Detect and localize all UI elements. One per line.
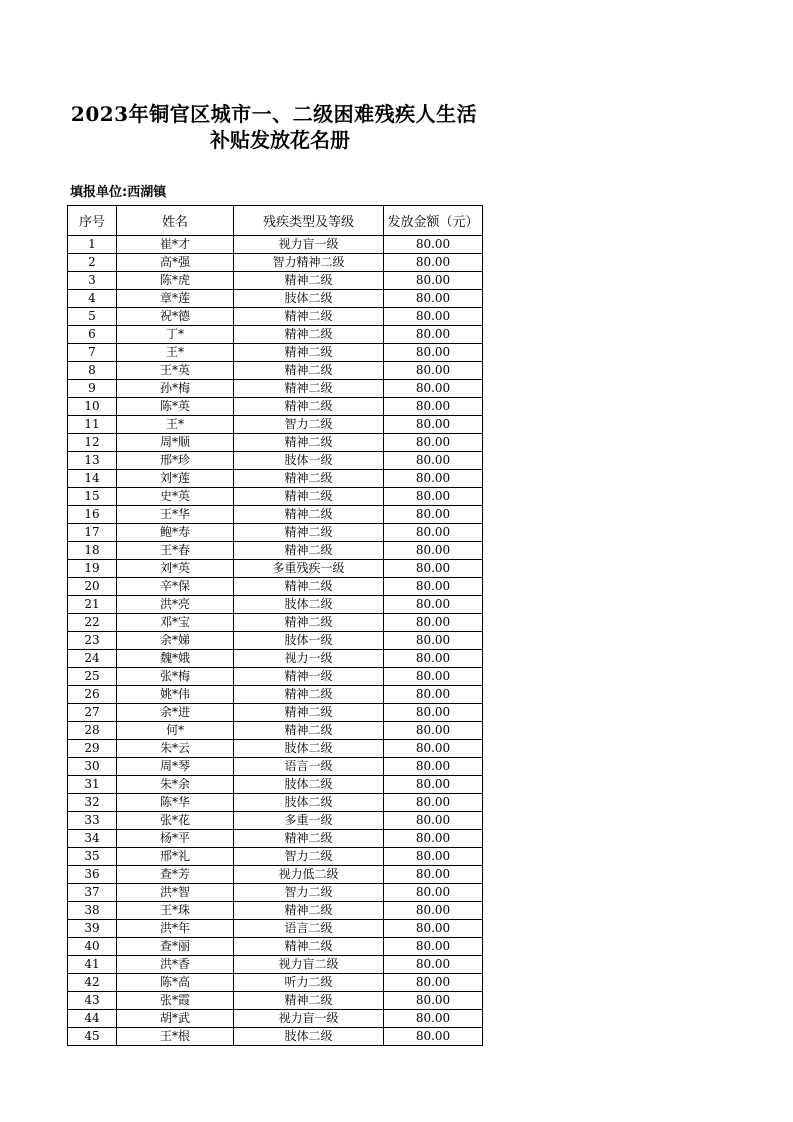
cell-disability-type: 精神二级 bbox=[234, 686, 384, 704]
cell-name: 姚*伟 bbox=[117, 686, 234, 704]
cell-amount: 80.00 bbox=[384, 902, 483, 920]
cell-name: 朱*余 bbox=[117, 776, 234, 794]
table-row bbox=[68, 704, 483, 722]
table-row bbox=[68, 956, 483, 974]
cell-name: 辛*保 bbox=[117, 578, 234, 596]
table-row bbox=[68, 938, 483, 956]
cell-name: 王*华 bbox=[117, 506, 234, 524]
table-row bbox=[68, 470, 483, 488]
table-row bbox=[68, 254, 483, 272]
cell-name: 查*芳 bbox=[117, 866, 234, 884]
cell-index: 35 bbox=[68, 848, 117, 866]
cell-index: 6 bbox=[68, 326, 117, 344]
cell-name: 周*顺 bbox=[117, 434, 234, 452]
cell-disability-type: 肢体二级 bbox=[234, 1028, 384, 1046]
cell-disability-type: 肢体二级 bbox=[234, 794, 384, 812]
header-disability-type: 残疾类型及等级 bbox=[234, 206, 384, 236]
cell-index: 15 bbox=[68, 488, 117, 506]
cell-index: 22 bbox=[68, 614, 117, 632]
cell-name: 洪*智 bbox=[117, 884, 234, 902]
cell-disability-type: 听力二级 bbox=[234, 974, 384, 992]
cell-amount: 80.00 bbox=[384, 614, 483, 632]
cell-index: 8 bbox=[68, 362, 117, 380]
cell-index: 25 bbox=[68, 668, 117, 686]
cell-name: 邢*珍 bbox=[117, 452, 234, 470]
cell-index: 20 bbox=[68, 578, 117, 596]
cell-disability-type: 精神二级 bbox=[234, 542, 384, 560]
cell-index: 44 bbox=[68, 1010, 117, 1028]
table-row bbox=[68, 542, 483, 560]
table-row bbox=[68, 344, 483, 362]
table-row bbox=[68, 362, 483, 380]
cell-name: 余*进 bbox=[117, 704, 234, 722]
cell-name: 崔*才 bbox=[117, 236, 234, 254]
cell-disability-type: 多重一级 bbox=[234, 812, 384, 830]
table-row bbox=[68, 1028, 483, 1046]
cell-disability-type: 精神二级 bbox=[234, 524, 384, 542]
cell-amount: 80.00 bbox=[384, 974, 483, 992]
cell-amount: 80.00 bbox=[384, 416, 483, 434]
cell-index: 21 bbox=[68, 596, 117, 614]
table-row bbox=[68, 1010, 483, 1028]
cell-disability-type: 精神二级 bbox=[234, 938, 384, 956]
cell-amount: 80.00 bbox=[384, 470, 483, 488]
cell-disability-type: 精神二级 bbox=[234, 380, 384, 398]
cell-index: 7 bbox=[68, 344, 117, 362]
table-row bbox=[68, 992, 483, 1010]
cell-amount: 80.00 bbox=[384, 272, 483, 290]
cell-name: 王*英 bbox=[117, 362, 234, 380]
cell-amount: 80.00 bbox=[384, 560, 483, 578]
cell-amount: 80.00 bbox=[384, 884, 483, 902]
cell-disability-type: 智力二级 bbox=[234, 848, 384, 866]
cell-disability-type: 视力盲一级 bbox=[234, 236, 384, 254]
cell-name: 周*琴 bbox=[117, 758, 234, 776]
table-header-row bbox=[68, 206, 483, 236]
cell-amount: 80.00 bbox=[384, 362, 483, 380]
table-row bbox=[68, 290, 483, 308]
cell-disability-type: 精神二级 bbox=[234, 506, 384, 524]
cell-index: 19 bbox=[68, 560, 117, 578]
table-row bbox=[68, 740, 483, 758]
cell-name: 史*英 bbox=[117, 488, 234, 506]
table-row bbox=[68, 272, 483, 290]
cell-disability-type: 肢体一级 bbox=[234, 632, 384, 650]
table-row bbox=[68, 776, 483, 794]
cell-amount: 80.00 bbox=[384, 848, 483, 866]
cell-name: 王*珠 bbox=[117, 902, 234, 920]
cell-amount: 80.00 bbox=[384, 380, 483, 398]
cell-disability-type: 视力低二级 bbox=[234, 866, 384, 884]
cell-index: 32 bbox=[68, 794, 117, 812]
cell-amount: 80.00 bbox=[384, 578, 483, 596]
reporting-unit-label: 填报单位:西湖镇 bbox=[70, 185, 167, 200]
cell-index: 1 bbox=[68, 236, 117, 254]
cell-disability-type: 肢体一级 bbox=[234, 452, 384, 470]
cell-amount: 80.00 bbox=[384, 992, 483, 1010]
table-row bbox=[68, 326, 483, 344]
cell-amount: 80.00 bbox=[384, 776, 483, 794]
header-index: 序号 bbox=[68, 206, 117, 236]
cell-disability-type: 精神二级 bbox=[234, 902, 384, 920]
cell-index: 36 bbox=[68, 866, 117, 884]
table-row bbox=[68, 974, 483, 992]
cell-name: 杨*平 bbox=[117, 830, 234, 848]
cell-name: 丁* bbox=[117, 326, 234, 344]
cell-name: 胡*武 bbox=[117, 1010, 234, 1028]
cell-amount: 80.00 bbox=[384, 344, 483, 362]
cell-index: 24 bbox=[68, 650, 117, 668]
table-row bbox=[68, 560, 483, 578]
cell-disability-type: 视力盲一级 bbox=[234, 1010, 384, 1028]
cell-disability-type: 精神二级 bbox=[234, 362, 384, 380]
cell-disability-type: 肢体二级 bbox=[234, 776, 384, 794]
header-name: 姓名 bbox=[117, 206, 234, 236]
cell-index: 45 bbox=[68, 1028, 117, 1046]
cell-name: 朱*云 bbox=[117, 740, 234, 758]
cell-index: 2 bbox=[68, 254, 117, 272]
cell-name: 陈*虎 bbox=[117, 272, 234, 290]
cell-disability-type: 视力一级 bbox=[234, 650, 384, 668]
table-row bbox=[68, 452, 483, 470]
table-row bbox=[68, 722, 483, 740]
table-row bbox=[68, 686, 483, 704]
cell-index: 29 bbox=[68, 740, 117, 758]
cell-name: 张*花 bbox=[117, 812, 234, 830]
cell-amount: 80.00 bbox=[384, 812, 483, 830]
page-subtitle: 补贴发放花名册 bbox=[210, 128, 350, 152]
cell-name: 邢*礼 bbox=[117, 848, 234, 866]
cell-index: 9 bbox=[68, 380, 117, 398]
cell-disability-type: 精神二级 bbox=[234, 272, 384, 290]
cell-index: 14 bbox=[68, 470, 117, 488]
cell-index: 12 bbox=[68, 434, 117, 452]
table-row bbox=[68, 830, 483, 848]
table-row bbox=[68, 848, 483, 866]
table-row bbox=[68, 524, 483, 542]
cell-disability-type: 精神二级 bbox=[234, 722, 384, 740]
cell-amount: 80.00 bbox=[384, 794, 483, 812]
cell-amount: 80.00 bbox=[384, 506, 483, 524]
cell-amount: 80.00 bbox=[384, 236, 483, 254]
table-row bbox=[68, 236, 483, 254]
cell-disability-type: 精神二级 bbox=[234, 614, 384, 632]
cell-index: 3 bbox=[68, 272, 117, 290]
cell-disability-type: 精神二级 bbox=[234, 992, 384, 1010]
cell-index: 4 bbox=[68, 290, 117, 308]
cell-amount: 80.00 bbox=[384, 434, 483, 452]
table-row bbox=[68, 488, 483, 506]
table-row bbox=[68, 866, 483, 884]
cell-index: 30 bbox=[68, 758, 117, 776]
table-row bbox=[68, 902, 483, 920]
cell-disability-type: 精神二级 bbox=[234, 398, 384, 416]
cell-name: 余*娣 bbox=[117, 632, 234, 650]
cell-disability-type: 智力二级 bbox=[234, 884, 384, 902]
cell-amount: 80.00 bbox=[384, 632, 483, 650]
cell-disability-type: 精神二级 bbox=[234, 830, 384, 848]
table-row bbox=[68, 668, 483, 686]
cell-amount: 80.00 bbox=[384, 866, 483, 884]
cell-amount: 80.00 bbox=[384, 326, 483, 344]
cell-amount: 80.00 bbox=[384, 938, 483, 956]
table-row bbox=[68, 578, 483, 596]
cell-name: 王* bbox=[117, 416, 234, 434]
cell-name: 洪*香 bbox=[117, 956, 234, 974]
cell-index: 38 bbox=[68, 902, 117, 920]
cell-amount: 80.00 bbox=[384, 704, 483, 722]
cell-disability-type: 肢体二级 bbox=[234, 290, 384, 308]
cell-disability-type: 精神二级 bbox=[234, 488, 384, 506]
cell-amount: 80.00 bbox=[384, 920, 483, 938]
cell-amount: 80.00 bbox=[384, 758, 483, 776]
cell-amount: 80.00 bbox=[384, 1010, 483, 1028]
cell-disability-type: 精神二级 bbox=[234, 434, 384, 452]
cell-amount: 80.00 bbox=[384, 398, 483, 416]
cell-index: 26 bbox=[68, 686, 117, 704]
cell-name: 章*莲 bbox=[117, 290, 234, 308]
cell-amount: 80.00 bbox=[384, 290, 483, 308]
cell-name: 陈*华 bbox=[117, 794, 234, 812]
cell-disability-type: 精神二级 bbox=[234, 308, 384, 326]
cell-index: 28 bbox=[68, 722, 117, 740]
cell-disability-type: 精神二级 bbox=[234, 470, 384, 488]
table-row bbox=[68, 308, 483, 326]
cell-amount: 80.00 bbox=[384, 524, 483, 542]
cell-name: 张*梅 bbox=[117, 668, 234, 686]
cell-disability-type: 肢体二级 bbox=[234, 740, 384, 758]
cell-name: 查*丽 bbox=[117, 938, 234, 956]
cell-disability-type: 智力二级 bbox=[234, 416, 384, 434]
cell-amount: 80.00 bbox=[384, 668, 483, 686]
cell-amount: 80.00 bbox=[384, 596, 483, 614]
page-title: 2023年铜官区城市一、二级困难残疾人生活 bbox=[70, 102, 478, 126]
cell-name: 陈*高 bbox=[117, 974, 234, 992]
cell-amount: 80.00 bbox=[384, 452, 483, 470]
cell-index: 43 bbox=[68, 992, 117, 1010]
table-row bbox=[68, 632, 483, 650]
cell-index: 11 bbox=[68, 416, 117, 434]
cell-disability-type: 语言一级 bbox=[234, 758, 384, 776]
header-amount: 发放金额（元） bbox=[384, 206, 483, 236]
cell-amount: 80.00 bbox=[384, 488, 483, 506]
table-row bbox=[68, 794, 483, 812]
cell-name: 何* bbox=[117, 722, 234, 740]
cell-name: 洪*年 bbox=[117, 920, 234, 938]
table-row bbox=[68, 380, 483, 398]
cell-disability-type: 肢体二级 bbox=[234, 596, 384, 614]
cell-name: 高*强 bbox=[117, 254, 234, 272]
cell-index: 40 bbox=[68, 938, 117, 956]
table-row bbox=[68, 884, 483, 902]
cell-name: 孙*梅 bbox=[117, 380, 234, 398]
cell-index: 13 bbox=[68, 452, 117, 470]
cell-index: 31 bbox=[68, 776, 117, 794]
table-row bbox=[68, 416, 483, 434]
cell-index: 10 bbox=[68, 398, 117, 416]
cell-disability-type: 多重残疾一级 bbox=[234, 560, 384, 578]
cell-name: 洪*亮 bbox=[117, 596, 234, 614]
table-row bbox=[68, 398, 483, 416]
subsidy-roster-table bbox=[67, 205, 483, 1046]
cell-index: 16 bbox=[68, 506, 117, 524]
cell-disability-type: 精神二级 bbox=[234, 344, 384, 362]
cell-index: 34 bbox=[68, 830, 117, 848]
cell-index: 23 bbox=[68, 632, 117, 650]
cell-disability-type: 精神二级 bbox=[234, 704, 384, 722]
cell-index: 17 bbox=[68, 524, 117, 542]
cell-amount: 80.00 bbox=[384, 542, 483, 560]
cell-name: 鲍*寿 bbox=[117, 524, 234, 542]
cell-index: 5 bbox=[68, 308, 117, 326]
cell-disability-type: 语言二级 bbox=[234, 920, 384, 938]
table-row bbox=[68, 812, 483, 830]
cell-name: 邓*宝 bbox=[117, 614, 234, 632]
cell-name: 王*根 bbox=[117, 1028, 234, 1046]
table-row bbox=[68, 920, 483, 938]
table-row bbox=[68, 650, 483, 668]
cell-index: 39 bbox=[68, 920, 117, 938]
cell-disability-type: 精神二级 bbox=[234, 326, 384, 344]
table-row bbox=[68, 506, 483, 524]
cell-index: 33 bbox=[68, 812, 117, 830]
cell-index: 42 bbox=[68, 974, 117, 992]
cell-amount: 80.00 bbox=[384, 308, 483, 326]
cell-amount: 80.00 bbox=[384, 830, 483, 848]
cell-disability-type: 精神二级 bbox=[234, 578, 384, 596]
cell-name: 陈*英 bbox=[117, 398, 234, 416]
cell-disability-type: 智力精神二级 bbox=[234, 254, 384, 272]
cell-amount: 80.00 bbox=[384, 686, 483, 704]
cell-name: 祝*德 bbox=[117, 308, 234, 326]
cell-amount: 80.00 bbox=[384, 650, 483, 668]
cell-name: 刘*莲 bbox=[117, 470, 234, 488]
cell-index: 27 bbox=[68, 704, 117, 722]
cell-amount: 80.00 bbox=[384, 1028, 483, 1046]
cell-amount: 80.00 bbox=[384, 740, 483, 758]
table-row bbox=[68, 758, 483, 776]
table-row bbox=[68, 614, 483, 632]
cell-amount: 80.00 bbox=[384, 254, 483, 272]
table-body bbox=[68, 236, 483, 1046]
cell-disability-type: 精神一级 bbox=[234, 668, 384, 686]
cell-index: 18 bbox=[68, 542, 117, 560]
cell-name: 王* bbox=[117, 344, 234, 362]
cell-disability-type: 视力盲二级 bbox=[234, 956, 384, 974]
cell-index: 41 bbox=[68, 956, 117, 974]
cell-name: 张*霞 bbox=[117, 992, 234, 1010]
cell-amount: 80.00 bbox=[384, 722, 483, 740]
cell-name: 魏*娥 bbox=[117, 650, 234, 668]
table-row bbox=[68, 434, 483, 452]
table-row bbox=[68, 596, 483, 614]
cell-name: 刘*英 bbox=[117, 560, 234, 578]
cell-index: 37 bbox=[68, 884, 117, 902]
cell-amount: 80.00 bbox=[384, 956, 483, 974]
cell-name: 王*春 bbox=[117, 542, 234, 560]
